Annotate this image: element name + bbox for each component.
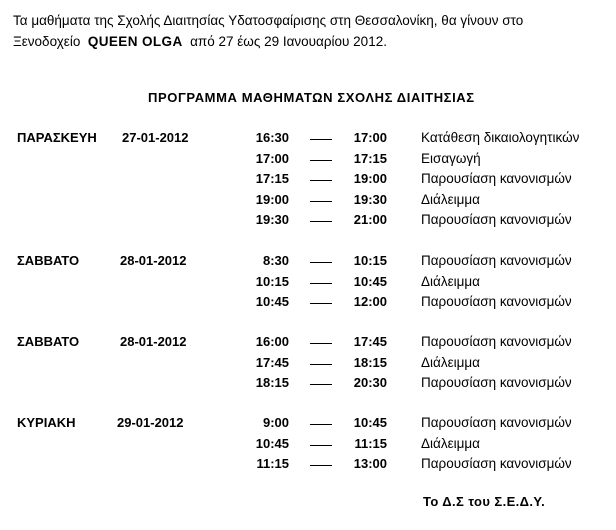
time-dash	[310, 221, 332, 222]
time-dash	[310, 303, 332, 304]
session-end-time: 10:45	[353, 415, 387, 430]
intro-line-1: Τα μαθήματα της Σχολής Διαιτησίας Υδατοσφαίρισης στη Θεσσαλονίκη, θα γίνουν στο	[13, 13, 524, 28]
time-dash	[310, 445, 332, 446]
session-start-time: 19:30	[255, 212, 289, 227]
session-start-time: 9:00	[262, 415, 289, 430]
session-activity: Παρουσίαση κανονισμών	[421, 375, 572, 390]
session-start-time: 8:30	[262, 253, 289, 268]
time-dash	[310, 384, 332, 385]
session-activity: Διάλειμμα	[421, 436, 480, 451]
session-end-time: 19:30	[353, 192, 387, 207]
time-dash	[310, 139, 332, 140]
session-end-time: 17:45	[353, 334, 387, 349]
session-activity: Κατάθεση δικαιολογητικών	[421, 130, 580, 145]
session-start-time: 17:15	[255, 171, 289, 186]
session-activity: Παρουσίαση κανονισμών	[421, 456, 572, 471]
session-end-time: 17:00	[353, 130, 387, 145]
time-dash	[310, 364, 332, 365]
session-start-time: 16:00	[255, 334, 289, 349]
session-activity: Παρουσίαση κανονισμών	[421, 334, 572, 349]
date-label: 27-01-2012	[122, 130, 189, 145]
day-label: ΣΑΒΒΑΤΟ	[17, 334, 80, 349]
session-activity: Διάλειμμα	[421, 274, 480, 289]
date-label: 29-01-2012	[117, 415, 184, 430]
session-end-time: 11:15	[354, 436, 387, 451]
time-dash	[310, 262, 332, 263]
session-start-time: 10:45	[255, 294, 289, 309]
session-activity: Εισαγωγή	[421, 151, 481, 166]
session-start-time: 18:15	[255, 375, 289, 390]
session-end-time: 21:00	[353, 212, 387, 227]
signature: Το Δ.Σ του Σ.Ε.Δ.Υ.	[423, 494, 546, 509]
time-dash	[310, 343, 332, 344]
session-start-time: 19:00	[255, 192, 289, 207]
session-activity: Διάλειμμα	[421, 355, 480, 370]
session-end-time: 12:00	[353, 294, 387, 309]
session-activity: Παρουσίαση κανονισμών	[421, 212, 572, 227]
day-label: ΣΑΒΒΑΤΟ	[17, 253, 80, 268]
session-end-time: 20:30	[353, 375, 387, 390]
time-dash	[310, 465, 332, 466]
date-label: 28-01-2012	[120, 334, 187, 349]
session-end-time: 18:15	[353, 355, 387, 370]
hotel-name: QUEEN OLGA	[87, 34, 183, 49]
intro-paragraph	[13, 10, 608, 52]
time-dash	[310, 201, 332, 202]
session-activity: Διάλειμμα	[421, 192, 480, 207]
session-end-time: 17:15	[353, 151, 387, 166]
day-label: ΚΥΡΙΑΚΗ	[17, 415, 76, 430]
session-end-time: 19:00	[353, 171, 387, 186]
session-activity: Παρουσίαση κανονισμών	[421, 294, 572, 309]
session-end-time: 10:45	[353, 274, 387, 289]
session-activity: Παρουσίαση κανονισμών	[421, 415, 572, 430]
date-label: 28-01-2012	[120, 253, 187, 268]
session-activity: Παρουσίαση κανονισμών	[421, 171, 572, 186]
time-dash	[310, 180, 332, 181]
time-dash	[310, 283, 332, 284]
day-label: ΠΑΡΑΣΚΕΥΗ	[17, 130, 97, 145]
time-dash	[310, 160, 332, 161]
session-start-time: 17:45	[255, 355, 289, 370]
schedule-heading: ΠΡΟΓΡΑΜΜΑ ΜΑΘΗΜΑΤΩΝ ΣΧΟΛΗΣ ΔΙΑΙΤΗΣΙΑΣ	[148, 90, 475, 105]
session-activity: Παρουσίαση κανονισμών	[421, 253, 572, 268]
time-dash	[310, 424, 332, 425]
session-start-time: 11:15	[256, 456, 289, 471]
intro-line-2-before: Ξενοδοχείο	[13, 34, 81, 49]
session-end-time: 13:00	[353, 456, 387, 471]
session-start-time: 17:00	[255, 151, 289, 166]
session-start-time: 10:15	[255, 274, 289, 289]
intro-line-2-after: από 27 έως 29 Ιανουαρίου 2012.	[190, 34, 387, 49]
session-start-time: 10:45	[255, 436, 289, 451]
session-end-time: 10:15	[353, 253, 387, 268]
intro-line-2	[13, 31, 608, 52]
session-start-time: 16:30	[255, 130, 289, 145]
